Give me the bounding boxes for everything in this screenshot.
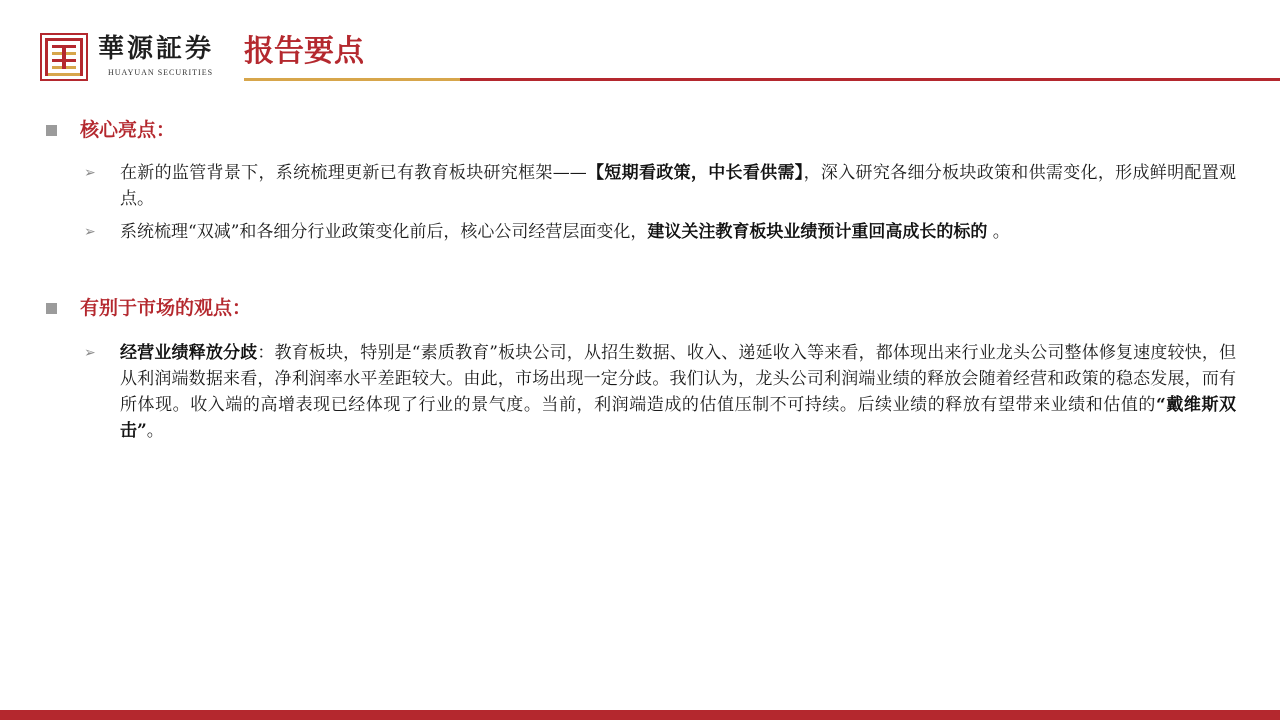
item-text-bold: 建议关注教育板块业绩预计重回高成长的标的 bbox=[647, 222, 988, 242]
item-text-bold: “戴维斯双击” bbox=[120, 395, 1236, 441]
arrow-bullet-icon: ➢ bbox=[84, 224, 96, 240]
list-item-text bbox=[120, 219, 1236, 245]
section-differentiated-views bbox=[46, 294, 1246, 444]
square-bullet-icon bbox=[46, 303, 57, 314]
page-title: 报告要点 bbox=[244, 34, 364, 69]
square-bullet-icon bbox=[46, 125, 57, 136]
list-item-text bbox=[120, 340, 1236, 444]
list-item-text bbox=[120, 160, 1236, 212]
brand-name: 華源証券 bbox=[98, 34, 215, 64]
item-text-plain: 。 bbox=[987, 222, 1010, 242]
brand-name-english: HUAYUAN SECURITIES bbox=[108, 68, 214, 77]
section-title: 有别于市场的观点： bbox=[80, 297, 252, 319]
header-rule-gold bbox=[244, 78, 460, 81]
item-text-bold: 【短期看政策，中长看供需】 bbox=[586, 163, 804, 183]
section-title: 核心亮点： bbox=[80, 119, 176, 141]
header bbox=[0, 0, 1280, 90]
section-heading bbox=[46, 116, 1246, 144]
arrow-bullet-icon: ➢ bbox=[84, 345, 96, 361]
item-text-plain: 。 bbox=[146, 421, 164, 441]
footer-bar bbox=[0, 710, 1280, 720]
huayuan-logo-icon bbox=[40, 33, 88, 81]
item-text-plain: 系统梳理“双减”和各细分行业政策变化前后，核心公司经营层面变化， bbox=[120, 222, 648, 242]
item-text-plain: ，深入研究各细分板块政策和供需变化，形成鲜明配置观点。 bbox=[120, 163, 1237, 209]
section-heading bbox=[46, 294, 1246, 322]
item-text-plain: ：教育板块，特别是“素质教育”板块公司，从招生数据、收入、递延收入等来看，都体现出来行业龙头公司整体修复速度较快，但从利润端数据来看，净利润率水平差距较大。由此，市场出现一定分歧。我们认为，龙头公司利润端业绩的释放会随着经营和政策的稳态发展，而有所体现。收入端的高增表现已经体现了行业的景气度。当前，利润端造成的估值压制不可持续。后续业绩的释放有望带来业绩和估值的 bbox=[120, 343, 1236, 415]
list-item bbox=[46, 219, 1246, 245]
item-text-bold-lead: 经营业绩释放分歧 bbox=[120, 343, 258, 363]
arrow-bullet-icon: ➢ bbox=[84, 165, 96, 181]
item-text-plain: 在新的监管背景下，系统梳理更新已有教育板块研究框架—— bbox=[120, 163, 587, 183]
header-rule-red bbox=[460, 78, 1280, 81]
section-core-highlights bbox=[46, 116, 1246, 245]
list-item bbox=[46, 340, 1246, 444]
list-item bbox=[46, 160, 1246, 212]
